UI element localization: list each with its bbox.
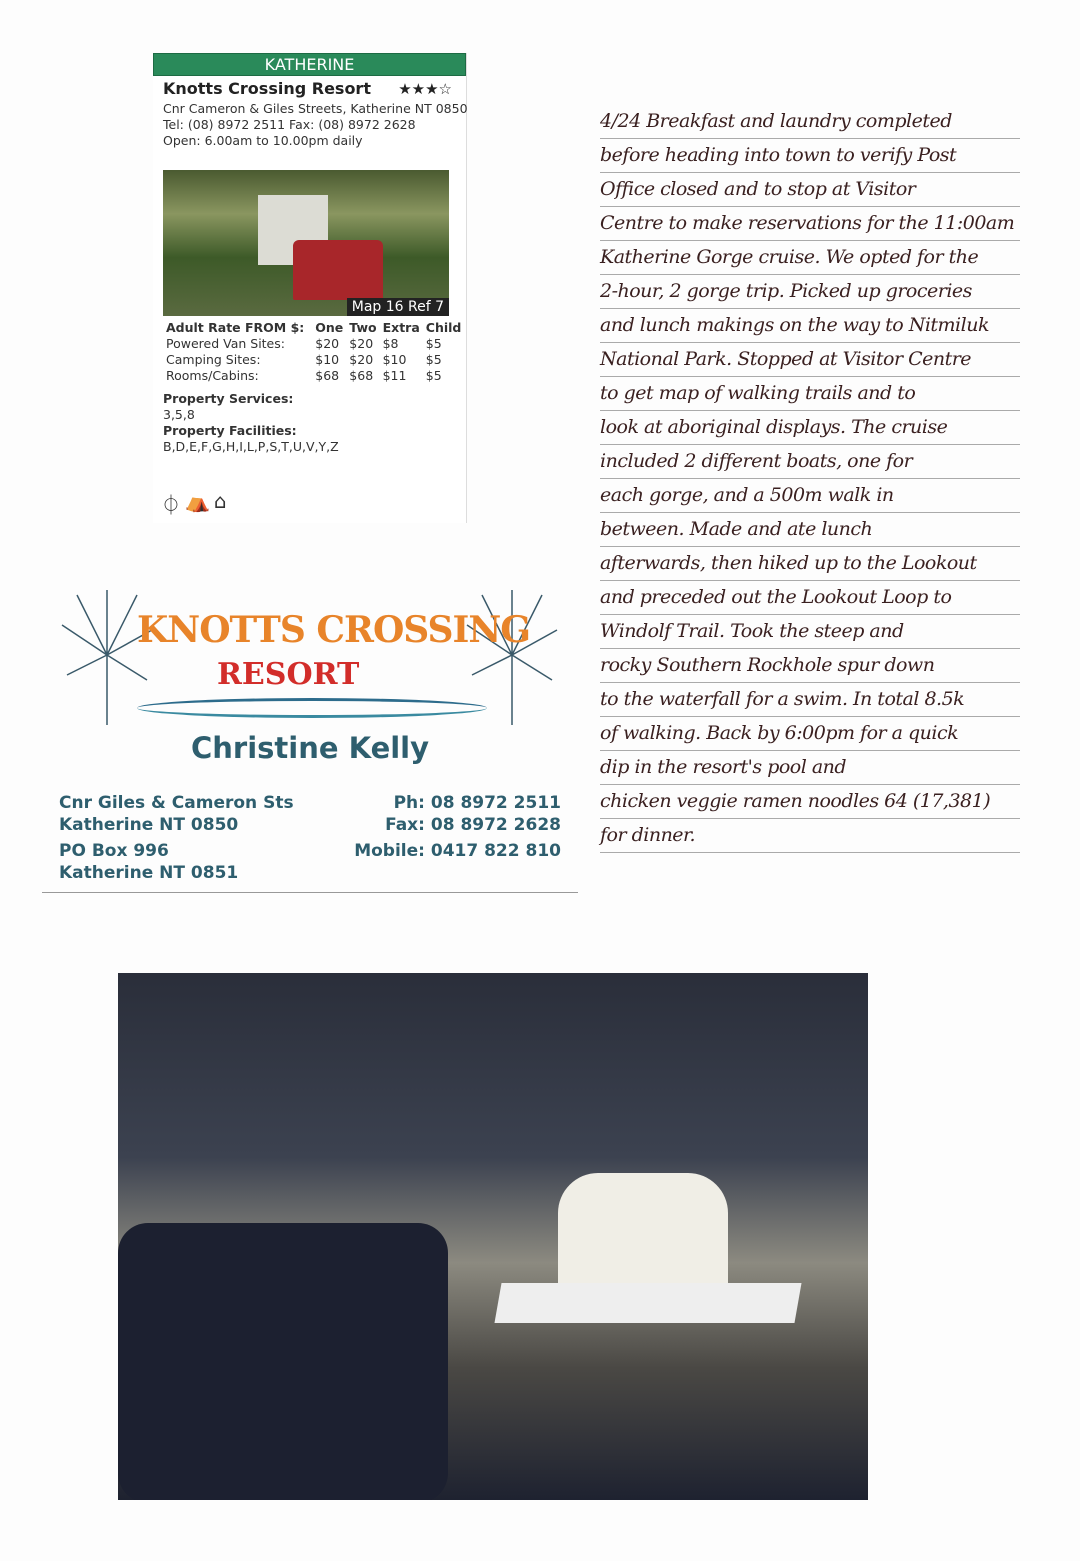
street-address [59, 792, 294, 836]
rate-cell: $8 [382, 336, 399, 351]
phone-numbers [354, 792, 561, 862]
rate-cell: $20 [349, 352, 374, 367]
journal-line: look at aboriginal displays. The cruise [600, 411, 1020, 445]
journal-line: included 2 different boats, one for [600, 445, 1020, 479]
rates-header-cell: Child [425, 320, 462, 335]
journal-line: between. Made and ate lunch [600, 513, 1020, 547]
business-card [42, 580, 578, 893]
rate-cell: Powered Van Sites: [166, 336, 285, 351]
po-town: Katherine NT 0851 [59, 863, 239, 883]
rate-cell: $5 [425, 336, 442, 351]
rates-header-cell: One [315, 320, 344, 335]
resort-listing-clipping [153, 53, 467, 523]
journal-line: of walking. Back by 6:00pm for a quick [600, 717, 1020, 751]
services-value: 3,5,8 [163, 407, 195, 422]
logo-line-2: RESORT [217, 657, 360, 692]
cabin-icon: ⌂ [213, 489, 227, 513]
map-reference: Map 16 Ref 7 [347, 298, 449, 316]
red-car [293, 240, 383, 300]
journal-line: chicken veggie ramen noodles 64 (17,381) [600, 785, 1020, 819]
rates-header-cell: Two [349, 320, 377, 335]
address-line: Katherine NT 0850 [59, 815, 239, 835]
facilities-value: B,D,E,F,G,H,I,L,P,S,T,U,V,Y,Z [163, 439, 339, 454]
mobile: Mobile: 0417 822 810 [354, 841, 561, 861]
rates-header [163, 320, 464, 336]
logo-line-1: KNOTTS CROSSING [137, 609, 531, 651]
journal-line: for dinner. [600, 819, 1020, 853]
journal-line: Centre to make reservations for the 11:00am [600, 207, 1020, 241]
rates-table [163, 320, 464, 384]
van-seat [118, 1223, 448, 1500]
tent-icon: ⛺ [185, 489, 210, 513]
region-header: KATHERINE [153, 53, 466, 76]
handwritten-journal [600, 105, 1020, 853]
rate-cell: $68 [349, 368, 374, 383]
phone-fax: Tel: (08) 8972 2511 Fax: (08) 8972 2628 [163, 117, 416, 132]
amenity-icons [161, 489, 227, 518]
rates-header-cell: Adult Rate FROM $: [166, 320, 305, 335]
postal-address [59, 840, 238, 884]
journal-line: Office closed and to stop at Visitor [600, 173, 1020, 207]
journal-line: before heading into town to verify Post [600, 139, 1020, 173]
star-rating: ★★★☆ [398, 80, 452, 98]
rate-cell: $20 [315, 336, 340, 351]
rate-cell: $5 [425, 368, 442, 383]
journal-line: to get map of walking trails and to [600, 377, 1020, 411]
journal-line: Katherine Gorge cruise. We opted for the [600, 241, 1020, 275]
rate-cell: $68 [315, 368, 340, 383]
campervan-photo [118, 973, 868, 1500]
journal-line: and preceded out the Lookout Loop to [600, 581, 1020, 615]
resort-contact [163, 101, 468, 149]
palm-left-icon [57, 585, 157, 725]
rate-cell: $10 [382, 352, 407, 367]
van-table [494, 1283, 801, 1323]
journal-line: National Park. Stopped at Visitor Centre [600, 343, 1020, 377]
journal-line: to the waterfall for a swim. In total 8.5k [600, 683, 1020, 717]
rate-cell: $20 [349, 336, 374, 351]
resort-name: Knotts Crossing Resort [163, 79, 371, 98]
services-label: Property Services: [163, 391, 294, 406]
resort-logo [57, 580, 562, 730]
rate-cell: $10 [315, 352, 340, 367]
address: Cnr Cameron & Giles Streets, Katherine NT 0850 [163, 101, 468, 116]
address-line: Cnr Giles & Cameron Sts [59, 793, 294, 813]
table-row [163, 368, 464, 384]
journal-line: 2-hour, 2 gorge trip. Picked up groceries [600, 275, 1020, 309]
journal-line: dip in the resort's pool and [600, 751, 1020, 785]
rate-cell: Camping Sites: [166, 352, 261, 367]
fax: Fax: 08 8972 2628 [385, 815, 561, 835]
power-outlet-icon: ⏀ [161, 493, 181, 517]
rate-cell: $5 [425, 352, 442, 367]
rate-cell: $11 [382, 368, 407, 383]
journal-line: afterwards, then hiked up to the Lookout [600, 547, 1020, 581]
table-row [163, 336, 464, 352]
opening-hours: Open: 6.00am to 10.00pm daily [163, 133, 363, 148]
rate-cell: Rooms/Cabins: [166, 368, 259, 383]
journal-line: each gorge, and a 500m walk in [600, 479, 1020, 513]
phone: Ph: 08 8972 2511 [393, 793, 561, 813]
logo-wave [137, 698, 487, 718]
rates-header-cell: Extra [382, 320, 420, 335]
journal-line: Windolf Trail. Took the steep and [600, 615, 1020, 649]
contact-name: Christine Kelly [190, 731, 430, 765]
journal-line: rocky Southern Rockhole spur down [600, 649, 1020, 683]
po-box: PO Box 996 [59, 841, 169, 861]
facilities-label: Property Facilities: [163, 423, 297, 438]
table-row [163, 352, 464, 368]
journal-line: and lunch makings on the way to Nitmiluk [600, 309, 1020, 343]
cabin-photo [163, 170, 449, 316]
journal-line: 4/24 Breakfast and laundry completed [600, 105, 1020, 139]
